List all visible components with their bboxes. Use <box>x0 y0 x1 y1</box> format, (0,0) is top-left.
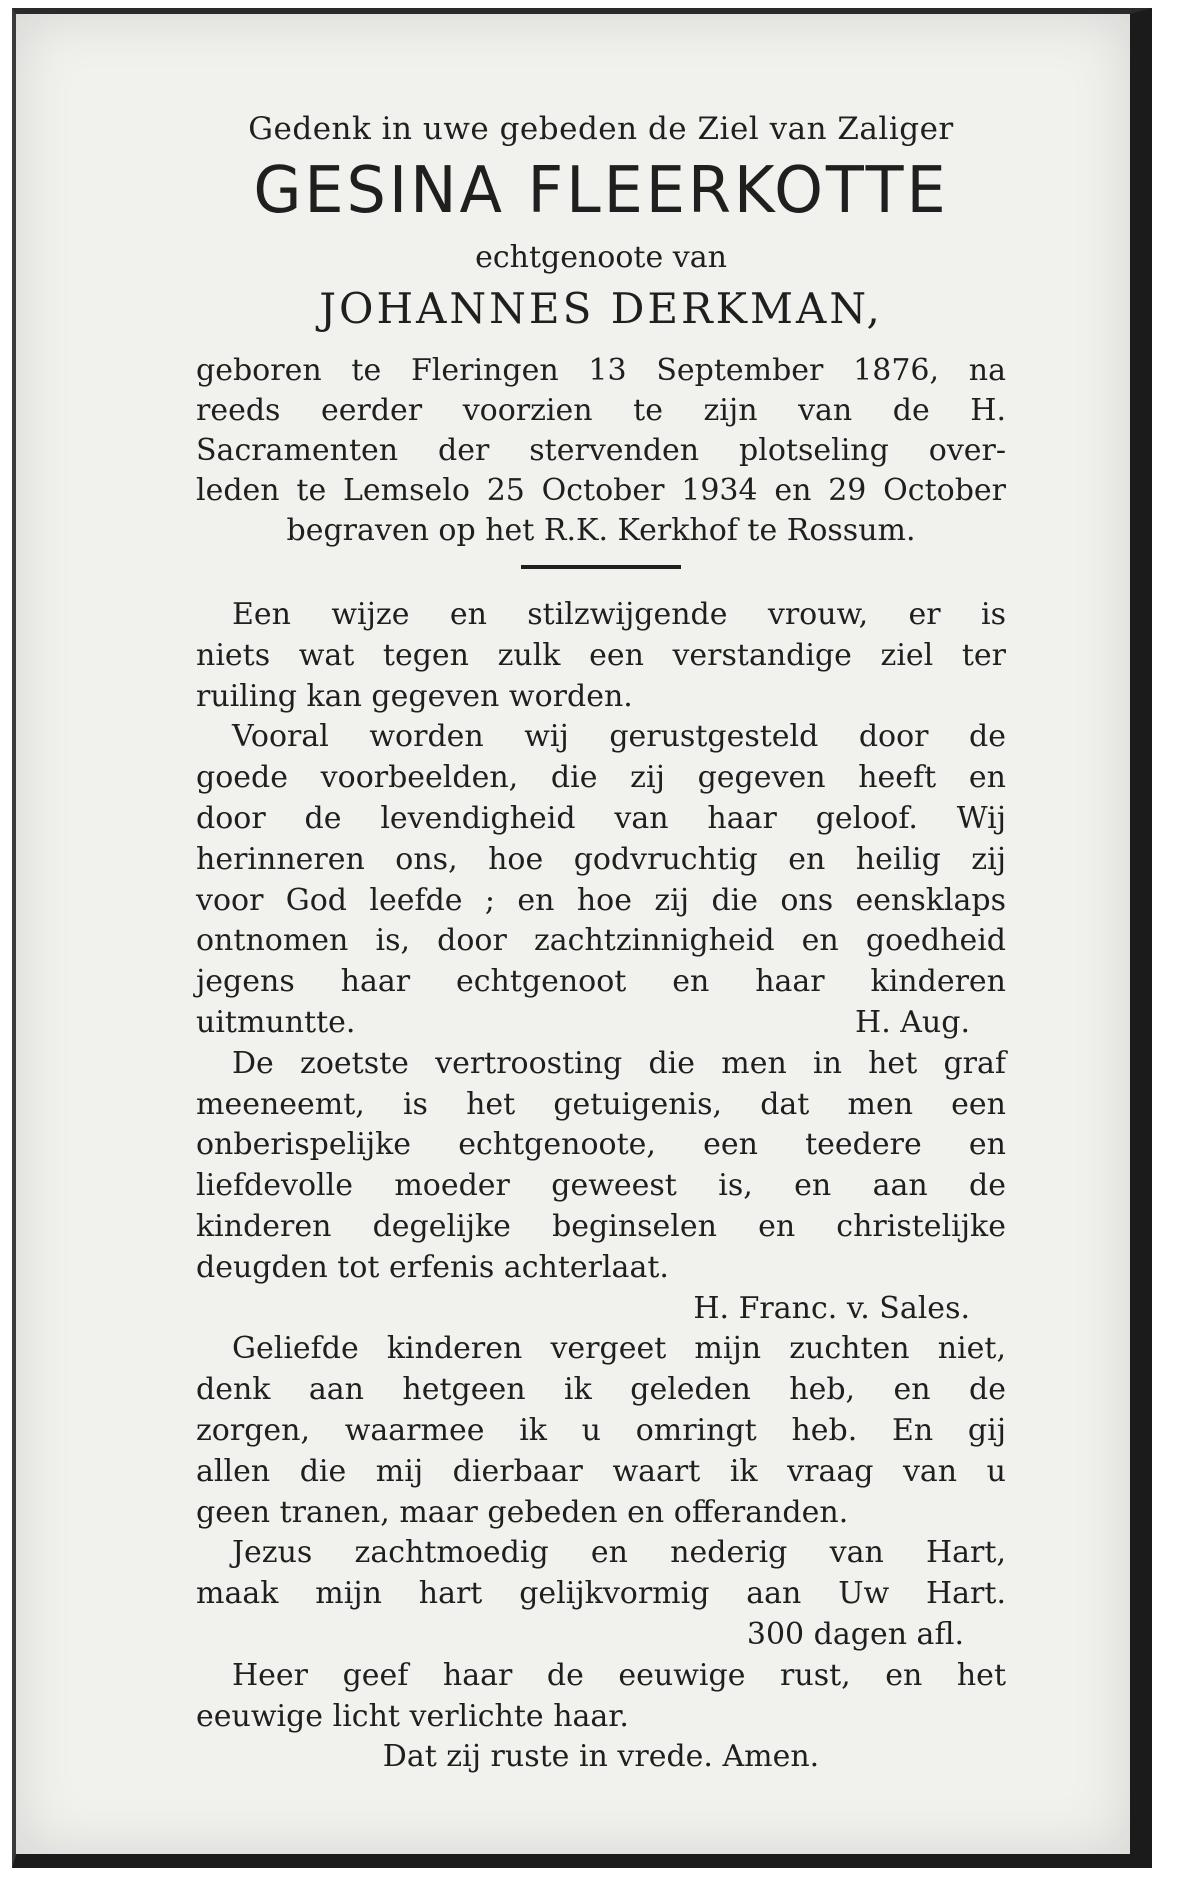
attribution-augustine: H. Aug. <box>855 1004 970 1040</box>
text-line: zorgen, waarmee ik u omringt heb. En gij <box>196 1412 1006 1448</box>
text-line: Geliefde kinderen vergeet mijn zuchten niet, <box>232 1331 1006 1367</box>
text-line: eeuwige licht verlichte haar. <box>196 1698 629 1734</box>
prayer-eternal-rest <box>196 1656 1006 1778</box>
biography <box>196 351 1006 551</box>
text-line: deugden tot erfenis achterlaat. <box>196 1249 669 1285</box>
bio-line: begraven op het R.K. Kerkhof te Rossum. <box>286 513 916 548</box>
paragraph-augustine <box>196 717 1006 1043</box>
text-line: jegens haar echtgenoot en haar kinderen <box>196 964 1006 1000</box>
text-line: uitmuntte. <box>196 1004 356 1040</box>
text-line: ruiling kan gegeven worden. <box>196 678 633 714</box>
spouse-label: echtgenoote van <box>475 240 727 275</box>
text-line: ontnomen is, door zachtzinnigheid en goedheid <box>196 923 1006 959</box>
text-line: liefdevolle moeder geweest is, en aan de <box>196 1168 1006 1204</box>
bio-line: leden te Lemselo 25 October 1934 en 29 October <box>196 473 1006 508</box>
text-line: kinderen degelijke beginselen en christelijke <box>196 1208 1006 1244</box>
deceased-name: GESINA FLEERKOTTE <box>253 154 949 228</box>
text-line: denk aan hetgeen ik geleden heb, en de <box>196 1372 1006 1408</box>
text-line: herinneren ons, hoe godvruchtig en heilig zij <box>196 841 1006 877</box>
attribution-francis-de-sales: H. Franc. v. Sales. <box>693 1290 970 1326</box>
text-line: Een wijze en stilzwijgende vrouw, er is <box>232 597 1006 632</box>
text-line: niets wat tegen zulk een verstandige ziel ter <box>196 637 1006 673</box>
indulgence-note: 300 dagen afl. <box>746 1616 964 1652</box>
paragraph-francis-de-sales <box>196 1044 1006 1330</box>
text-line: onberispelijke echtgenoote, een teedere en <box>196 1127 1006 1163</box>
text-line: geen tranen, maar gebeden en offeranden. <box>196 1494 849 1530</box>
text-line: meeneemt, is het getuigenis, dat men een <box>196 1086 1006 1122</box>
text-line-with-attribution <box>196 1003 1006 1044</box>
text-line: maak mijn hart gelijkvormig aan Uw Hart. <box>196 1576 1006 1612</box>
divider-rule <box>521 565 681 569</box>
text-line: Jezus zachtmoedig en nederig van Hart, <box>232 1535 1006 1571</box>
text-line: goede voorbeelden, die zij gegeven heeft en <box>196 760 1006 796</box>
bio-line: geboren te Fleringen 13 September 1876, na <box>196 353 1006 388</box>
text-line: Vooral worden wij gerustgesteld door de <box>232 719 1006 755</box>
text-line: Heer geef haar de eeuwige rust, en het <box>232 1657 1006 1693</box>
paragraph-beloved-children <box>196 1329 1006 1533</box>
text-line: door de levendigheid van haar geloof. Wij <box>196 800 1006 836</box>
bio-line: Sacramenten der stervenden plotseling over- <box>196 433 1006 468</box>
memorial-header: Gedenk in uwe gebeden de Ziel van Zaliger <box>248 111 954 147</box>
memorial-text <box>196 109 1006 1778</box>
text-line: De zoetste vertroosting die men in het graf <box>232 1045 1006 1081</box>
text-line: allen die mij dierbaar waart ik vraag van u <box>196 1453 1006 1489</box>
text-line: voor God leefde ; en hoe zij die ons eensklaps <box>196 882 1006 918</box>
prayer-sacred-heart <box>196 1533 1006 1655</box>
memorial-card <box>12 8 1152 1868</box>
paragraph-wise-woman <box>196 595 1006 717</box>
bio-line: reeds eerder voorzien te zijn van de H. <box>196 393 1006 428</box>
closing-line: Dat zij ruste in vrede. Amen. <box>382 1739 820 1775</box>
spouse-name: JOHANNES DERKMAN, <box>319 284 883 333</box>
